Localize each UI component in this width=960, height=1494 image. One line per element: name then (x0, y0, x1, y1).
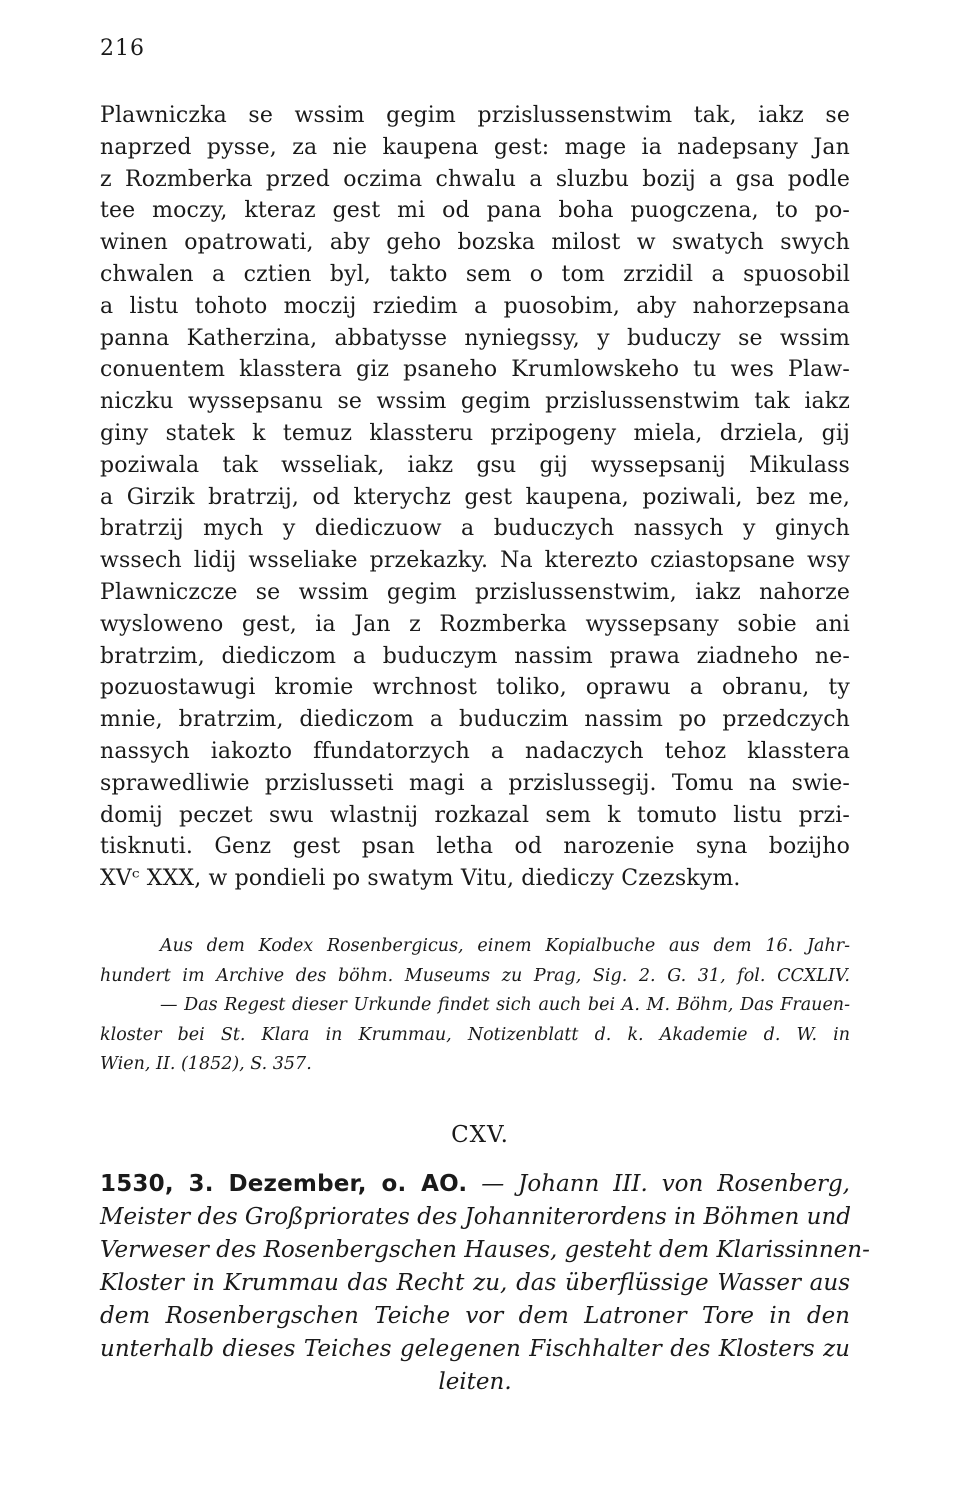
page-number: 216 (100, 36, 145, 61)
text-line: Plawniczka se wssim gegim przislussenstwim tak, iakz se (100, 103, 850, 128)
charter-text (100, 100, 850, 895)
text-line: tisknuti. Genz gest psan letha od narozenie syna bozijho (100, 834, 850, 860)
text-line: XVᶜ XXX, w pondieli po swatym Vitu, diediczy Czezskym. (100, 866, 741, 892)
text-line: panna Katherzina, abbatysse nyniegssy, y buduczy se wssim (100, 325, 850, 351)
note-line: hundert im Archive des böhm. Museums zu Prag, Sig. 2. G. 31, fol. CCXLIV. (100, 965, 850, 986)
text-line: bratrzim, diediczom a buduczym nassim prawa ziadneho ne- (100, 643, 850, 669)
text-line: wssech lidij wsseliake przekazky. Na kterezto cziastopsane wsy (100, 548, 850, 574)
regest (100, 1168, 870, 1399)
text-line: tee moczy, kteraz gest mi od pana boha puogczena, to po- (100, 198, 850, 224)
section-number: CXV. (451, 1122, 509, 1148)
text-line: a Girzik bratrzij, od kterychz gest kaupena, poziwali, bez me, (100, 484, 850, 510)
regest-line: Verweser des Rosenbergschen Hauses, gesteht dem Klarissinnen- (100, 1237, 870, 1263)
text-line: poziwala tak wsseliak, iakz gsu gij wyssepsanij Mikulass (100, 452, 850, 478)
text-line: domij peczet swu wlastnij rozkazal sem k tomuto listu przi- (100, 802, 850, 828)
text-line: pozuostawugi kromie wrchnost toliko, oprawu a obranu, ty (100, 675, 850, 701)
text-line: giny statek k temuz klassteru przipogeny miela, drziela, gij (100, 420, 850, 446)
text-line: mnie, bratrzim, diediczom a buduczim nassim po przedczych (100, 707, 850, 733)
regest-line: dem Rosenbergschen Teiche vor dem Latroner Tore in den (100, 1303, 850, 1329)
text-line: bratrzij mych y diediczuow a buduczych nassych y ginych (100, 516, 850, 542)
note-line: Aus dem Kodex Rosenbergicus, einem Kopialbuche aus dem 16. Jahr- (160, 936, 850, 956)
text-line: conuentem klasstera giz psaneho Krumlowskeho tu wes Plaw- (100, 357, 850, 383)
regest-line: Kloster in Krummau das Recht zu, das überflüssige Wasser aus (100, 1270, 850, 1296)
regest-line: Meister des Großpriorates des Johanniterordens in Böhmen und (100, 1204, 852, 1230)
text-line: naprzed pysse, za nie kaupena gest: mage ia nadepsany Jan (100, 134, 850, 160)
source-note (100, 932, 850, 1080)
text-line: niczku wyssepsanu se wssim gegim przislussenstwim tak iakz (100, 389, 850, 415)
text-line: winen opatrowati, aby geho bozska milost w swatych swych (100, 230, 850, 256)
text-line: z Rozmberka przed oczima chwalu a sluzbu bozij a gsa podle (100, 166, 850, 192)
text-line: wysloweno gest, ia Jan z Rozmberka wyssepsany sobie ani (100, 611, 850, 637)
text-line: Plawniczcze se wssim gegim przislussenstwim, iakz nahorze (100, 579, 850, 605)
text-line: sprawedliwie przislusseti magi a przislussegij. Tomu na swie- (100, 770, 850, 796)
note-line: Wien, II. (1852), S. 357. (100, 1054, 312, 1074)
text-line: nassych iakozto ffundatorzych a nadaczych tehoz klasstera (100, 738, 850, 764)
note-line: — Das Regest dieser Urkunde findet sich auch bei A. M. Böhm, Das Frauen- (160, 995, 850, 1015)
regest-line: unterhalb dieses Teiches gelegenen Fischhalter des Klosters zu (100, 1336, 850, 1362)
note-line: kloster bei St. Klara in Krummau, Notizenblatt d. k. Akademie d. W. in (100, 1024, 850, 1045)
regest-last-line: leiten. (438, 1369, 512, 1395)
regest-date-heading: 1530, 3. Dezember, o. AO. (100, 1171, 468, 1197)
regest-line (100, 1168, 850, 1201)
text-line: a listu tohoto moczij rziedim a puosobim, aby nahorzepsana (100, 293, 850, 319)
regest-first-line-rest: — Johann III. von Rosenberg, (481, 1171, 850, 1197)
text-line: chwalen a cztien byl, takto sem o tom zrzidil a spuosobil (100, 261, 850, 287)
